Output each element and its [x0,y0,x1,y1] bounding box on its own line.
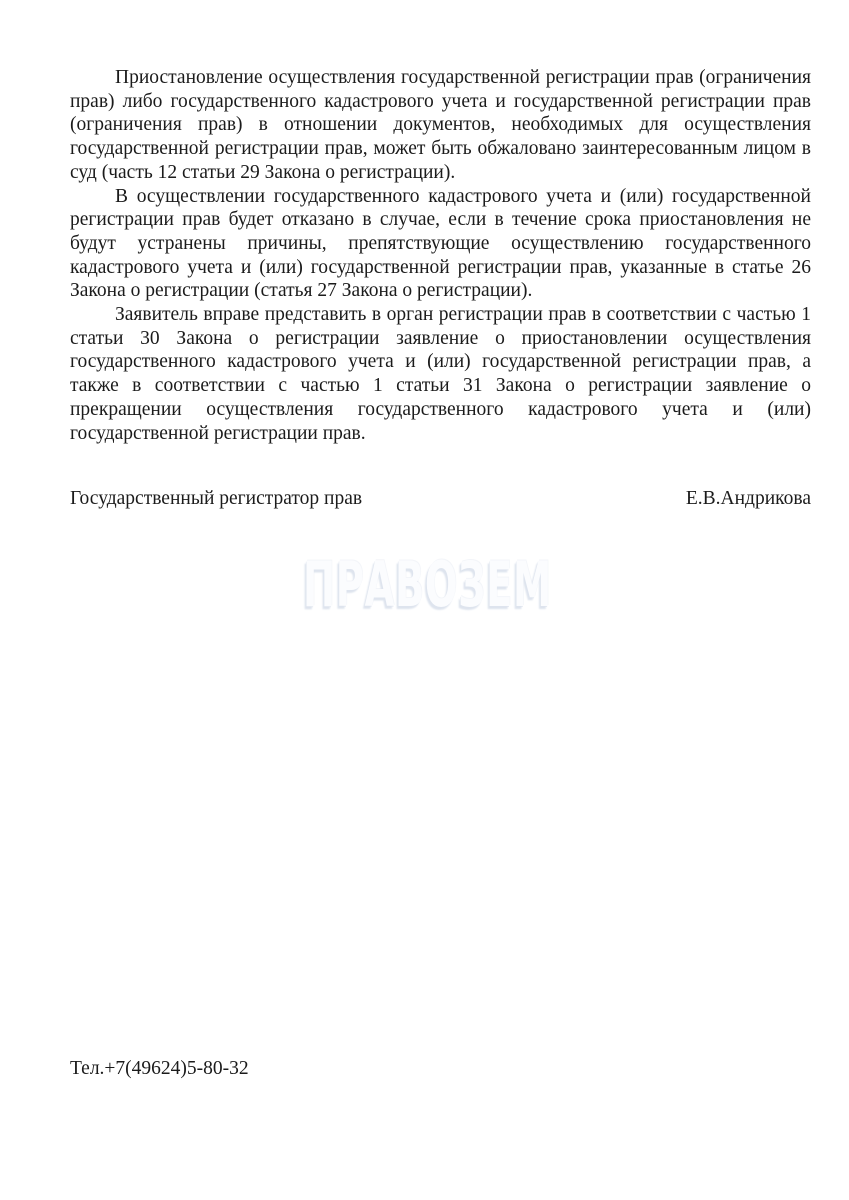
paragraph-refusal-conditions: В осуществлении государственного кадастрового учета и (или) государственной регистрации прав будет отказано в случае, если в течение срока приостановления не будут устранены причины, препятствующие осуществлению государственного кадастрового учета и (или) государственной регистрации прав, указанные в статье 26 Закона о регистрации (статья 27 Закона о регистрации). [70,185,811,302]
registrar-role-label: Государственный регистратор прав [70,488,363,509]
signature-row [70,488,811,510]
footer-phone-number: Тел.+7(49624)5-80-32 [70,1058,249,1079]
pravozem-watermark: ПРАВОЗЕМ [303,548,552,621]
paragraph-appeal-suspension: Приостановление осуществления государственной регистрации прав (ограничения прав) либо государственного кадастрового учета и государственной регистрации прав (ограничения прав) в отношении документов, необходимых для осуществления государственной регистрации прав, может быть обжаловано заинтересованным лицом в суд (часть 12 статьи 29 Закона о регистрации). [70,67,811,183]
registrar-name: Е.В.Андрикова [685,488,811,509]
document-body [70,66,811,445]
paragraph-applicant-rights: Заявитель вправе представить в орган регистрации прав в соответствии с частью 1 статьи 30 Закона о регистрации заявление о приостановлении осуществления государственного кадастрового учета и (или) государственной регистрации прав, а также в соответствии с частью 1 статьи 31 Закона о регистрации заявление о прекращении осуществления государственного кадастрового учета и (или) государственной регистрации прав. [70,304,811,444]
